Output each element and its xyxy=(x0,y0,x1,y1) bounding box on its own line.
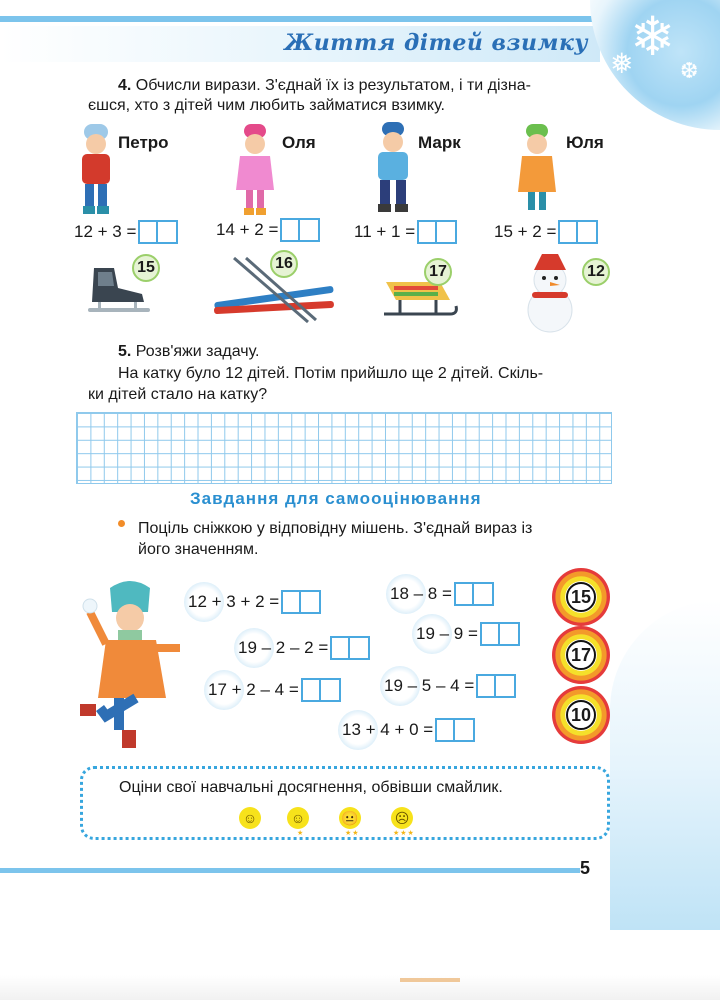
self-expression-1 xyxy=(188,582,321,622)
smiley-neutral-icon[interactable]: 😐 xyxy=(339,807,361,829)
expression-text: 12 + 3 = xyxy=(74,222,137,241)
smiley-happy-icon[interactable]: ☺ xyxy=(239,807,261,829)
expression-text: 12 + 3 + 2 = xyxy=(188,592,280,611)
smiley-sad-icon[interactable]: ☹ xyxy=(391,807,413,829)
stars-2: ★★ xyxy=(345,830,360,837)
snowman-icon xyxy=(518,252,582,334)
task5-header xyxy=(118,342,259,362)
page-number: 5 xyxy=(580,858,591,878)
footer-line xyxy=(0,868,580,873)
answer-boxes[interactable] xyxy=(281,590,321,614)
child-name-mark: Марк xyxy=(418,133,461,152)
expression-text: 18 – 8 = xyxy=(390,584,452,603)
child-name-olya: Оля xyxy=(282,133,316,152)
answer-boxes[interactable] xyxy=(454,582,494,606)
answer-boxes[interactable] xyxy=(301,678,341,702)
task4-text xyxy=(118,76,531,96)
answer-boxes[interactable] xyxy=(558,220,598,244)
self-assessment-title: Завдання для самооцінювання xyxy=(190,489,482,508)
footer-bar xyxy=(400,978,460,982)
answer-boxes[interactable] xyxy=(417,220,457,244)
task5-title: Розв'яжи задачу. xyxy=(135,343,260,360)
result-badge-skates: 15 xyxy=(132,254,160,282)
expression-mark xyxy=(354,220,457,244)
expression-text: 19 – 9 = xyxy=(416,624,478,643)
answer-grid[interactable] xyxy=(76,412,612,484)
evaluation-box xyxy=(80,766,610,840)
bullet-icon xyxy=(118,520,125,527)
snowflake-icon: ❄ xyxy=(630,7,676,67)
target-value: 15 xyxy=(566,582,596,612)
answer-boxes[interactable] xyxy=(480,622,520,646)
girl-snowball-icon xyxy=(76,578,188,754)
expression-text: 17 + 2 – 4 = xyxy=(208,680,299,699)
boy-petro-icon xyxy=(74,120,118,220)
self-expression-7 xyxy=(342,710,475,750)
self-expression-6 xyxy=(384,666,516,706)
expression-text: 11 + 1 = xyxy=(354,222,416,241)
self-expression-4 xyxy=(416,614,520,654)
expression-text: 14 + 2 = xyxy=(216,220,279,239)
result-badge-skis: 16 xyxy=(270,250,298,278)
target-value: 17 xyxy=(566,640,596,670)
child-name-yulia: Юля xyxy=(566,133,604,152)
answer-boxes[interactable] xyxy=(476,674,516,698)
task4-line1: Обчисли вирази. З'єднай їх із результатом, і ти дізна- xyxy=(135,77,531,94)
footer-shade xyxy=(0,975,720,1000)
stars-1: ★ xyxy=(297,830,305,837)
result-badge-snowman: 12 xyxy=(582,258,610,286)
answer-boxes[interactable] xyxy=(280,218,320,242)
task4-number: 4. xyxy=(118,77,132,94)
answer-boxes[interactable] xyxy=(330,636,370,660)
self-expression-3 xyxy=(238,628,370,668)
expression-olya xyxy=(216,218,320,242)
self-expression-2 xyxy=(390,574,494,614)
stars-3: ★★★ xyxy=(393,830,415,837)
expression-text: 15 + 2 = xyxy=(494,222,557,241)
evaluation-text: Оціни свої навчальні досягнення, обвівши смайлик. xyxy=(119,779,503,796)
answer-boxes[interactable] xyxy=(138,220,178,244)
target-17[interactable] xyxy=(552,626,610,684)
task5-line1: На катку було 12 дітей. Потім прийшло ще 2 дітей. Скіль- xyxy=(118,365,544,382)
result-badge-sled: 17 xyxy=(424,258,452,286)
target-10[interactable] xyxy=(552,686,610,744)
task5-line2: ки дітей стало на катку? xyxy=(88,386,268,403)
target-value: 10 xyxy=(566,700,596,730)
expression-petro xyxy=(74,220,178,244)
expression-text: 19 – 5 – 4 = xyxy=(384,676,475,695)
header-line xyxy=(0,16,610,22)
boy-mark-icon xyxy=(368,118,418,218)
answer-boxes[interactable] xyxy=(435,718,475,742)
child-name-petro: Петро xyxy=(118,133,169,152)
expression-text: 13 + 4 + 0 = xyxy=(342,720,434,739)
smiley-smile-icon[interactable]: ☺ xyxy=(287,807,309,829)
self-instruction-line1: Поціль сніжкою у відповідну мішень. З'єднай вираз із xyxy=(138,520,533,537)
target-15[interactable] xyxy=(552,568,610,626)
snowflake-icon: ❅ xyxy=(610,48,634,79)
snowflake-icon: ❆ xyxy=(680,58,699,83)
page-title: Життя дітей взимку xyxy=(284,30,588,56)
expression-text: 19 – 2 – 2 = xyxy=(238,638,329,657)
task4-line2: єшся, хто з дітей чим любить займатися взимку. xyxy=(88,97,445,114)
girl-olya-icon xyxy=(232,120,278,220)
expression-yulia xyxy=(494,220,598,244)
self-expression-5 xyxy=(208,670,341,710)
task5-number: 5. xyxy=(118,343,132,360)
side-decoration xyxy=(610,600,720,930)
snowflake-decoration xyxy=(590,0,720,130)
girl-yulia-icon xyxy=(512,120,562,220)
self-instruction-line2: його значенням. xyxy=(138,541,259,558)
